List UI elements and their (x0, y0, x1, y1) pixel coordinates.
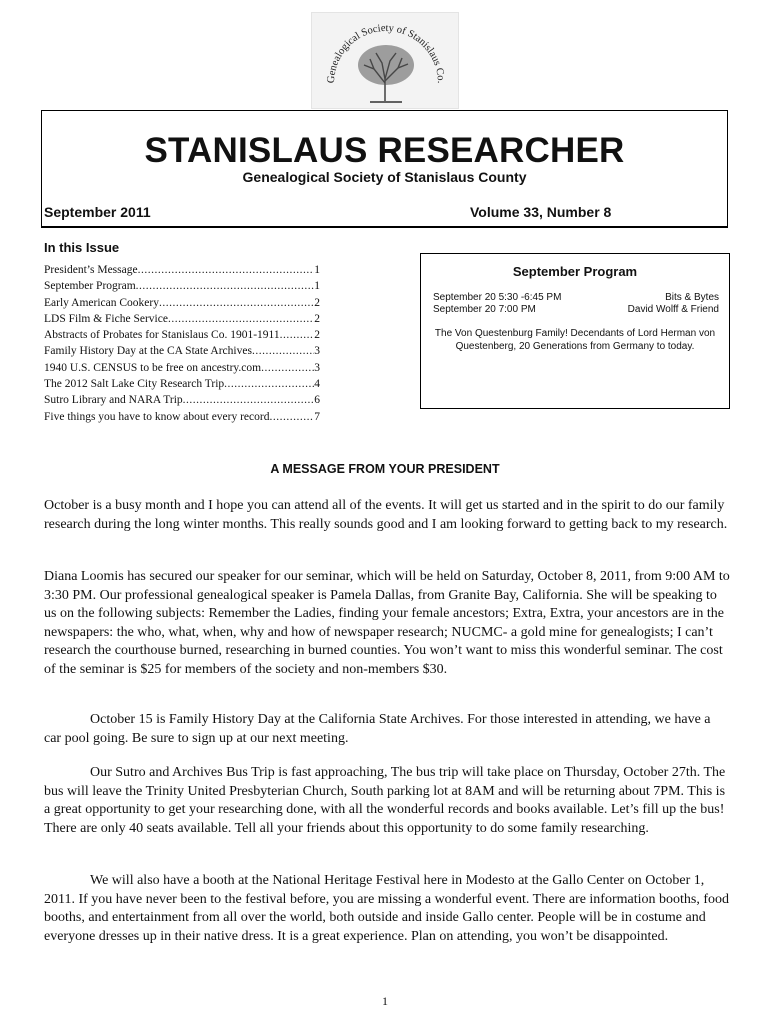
toc-item (44, 376, 320, 392)
toc-item-label: LDS Film & Fiche Service (44, 312, 168, 325)
program-box (420, 253, 730, 409)
message-paragraph: Our Sutro and Archives Bus Trip is fast approaching, The bus trip will take place on Thursday, October 27th. The bus will leave the Trinity United Presbyterian Church, South parking lot at 8AM and will be returning about 7PM. This is a great opportunity to get your researching done, with all the wonderful records and books available. Let’s fill up the bus! There are only 40 seats available. Tell all your friends about this opportunity to do some family researching. (44, 765, 726, 836)
logo-text: Genealogical Society of Stanislaus Co. (325, 22, 447, 84)
toc-item (44, 295, 320, 311)
toc-item-label: 1940 U.S. CENSUS to be free on ancestry.com (44, 361, 262, 374)
program-event-time: September 20 5:30 -6:45 PM (433, 292, 562, 303)
issue-volume: Volume 33, Number 8 (470, 204, 612, 220)
toc-leader (183, 392, 315, 408)
toc-leader (280, 327, 315, 343)
toc-item (44, 360, 320, 376)
program-title: September Program (512, 264, 638, 279)
toc-leader (159, 295, 314, 311)
toc-item (44, 343, 320, 359)
toc-item-page: 1 (314, 264, 320, 276)
toc-item-page: 3 (314, 345, 320, 358)
message-heading: A MESSAGE FROM YOUR PRESIDENT (270, 462, 500, 476)
toc-item-page: 6 (314, 394, 320, 407)
page-number: 1 (382, 994, 388, 1008)
program-event-time: September 20 7:00 PM (433, 304, 536, 315)
toc-item (44, 392, 320, 408)
toc-item-label: Five things you have to know about every record (44, 410, 270, 423)
toc-item-label: The 2012 Salt Lake City Research Trip (44, 378, 225, 391)
toc-item-page: 2 (314, 296, 320, 309)
toc-leader (224, 376, 314, 392)
message-paragraph: October 15 is Family History Day at the California State Archives. For those interested in attending, we have a car pool going. Be sure to sign up at our next meeting. (44, 712, 711, 746)
program-event-title: Bits & Bytes (665, 292, 719, 303)
toc-leader (252, 343, 314, 359)
society-logo (311, 12, 459, 109)
toc-leader (138, 262, 315, 278)
toc-leader (261, 360, 314, 376)
toc-leader (168, 311, 314, 327)
toc-item-page: 4 (314, 378, 320, 391)
masthead-divider (41, 226, 728, 228)
newsletter-title: STANISLAUS RESEARCHER (144, 131, 625, 170)
toc-item-page: 2 (314, 312, 320, 325)
toc-title: In this Issue (44, 240, 120, 255)
toc-item-label: Early American Cookery (44, 296, 159, 309)
toc-item-label: President’s Message (44, 264, 138, 276)
toc-item-label: September Program (44, 280, 136, 293)
toc-leader (269, 409, 314, 425)
toc-item (44, 262, 320, 278)
toc-item-label: Family History Day at the CA State Archives (44, 345, 252, 358)
toc-item-page: 1 (314, 280, 320, 293)
toc-item-label: Abstracts of Probates for Stanislaus Co. 1901-1911 (44, 329, 280, 342)
message-paragraph: We will also have a booth at the National Heritage Festival here in Modesto at the Gallo Center on October 1, 2011. If you have never been to the festival before, you are missing a wonderful event. There are information booths, food booths, and entertainment from all over the world, both outside and inside Gallo center. People will be in costume and everyone dresses up in their native dress. It is a great experience. Plan on attending, you won’t be disappointed. (44, 873, 730, 944)
tree-icon (312, 13, 458, 108)
program-description: The Von Questenburg Family! Decendants of Lord Herman von Questenberg, 20 Generations from Germany to today. (434, 328, 716, 352)
toc-item (44, 327, 320, 343)
table-of-contents (44, 262, 320, 425)
toc-item (44, 278, 320, 294)
toc-item-page: 2 (314, 329, 320, 342)
message-paragraph: October is a busy month and I hope you can attend all of the events. It will get us started and in the spirit to do our family research during the long winter months. This really sounds good and I am looking forward to getting back to my research. (44, 498, 728, 532)
toc-item (44, 311, 320, 327)
message-paragraph: Diana Loomis has secured our speaker for our seminar, which will be held on Saturday, October 8, 2011, from 9:00 AM to 3:30 PM. Our professional genealogical speaker is Pamela Dallas, from Granite Bay, California. She will be speaking to us on the following subjects: Remember the Ladies, finding your female ancestors; Extra, Extra, your ancestors are in the newspapers: the who, what, when, why and how of newspaper research; NUCMC- a gold mine for genealogists; I can’t research the courthouse burned, researching in burned counties. You won’t want to miss this wonderful seminar. The cost of the seminar is $25 for members of the society and non-members $30. (44, 569, 730, 677)
issue-date: September 2011 (44, 204, 151, 220)
toc-item-page: 7 (314, 410, 320, 423)
toc-leader (136, 278, 315, 294)
program-event-title: David Wolff & Friend (627, 304, 719, 315)
toc-item-page: 3 (314, 361, 320, 374)
toc-item (44, 409, 320, 425)
newsletter-subtitle: Genealogical Society of Stanislaus County (242, 169, 527, 185)
toc-item-label: Sutro Library and NARA Trip (44, 394, 183, 407)
